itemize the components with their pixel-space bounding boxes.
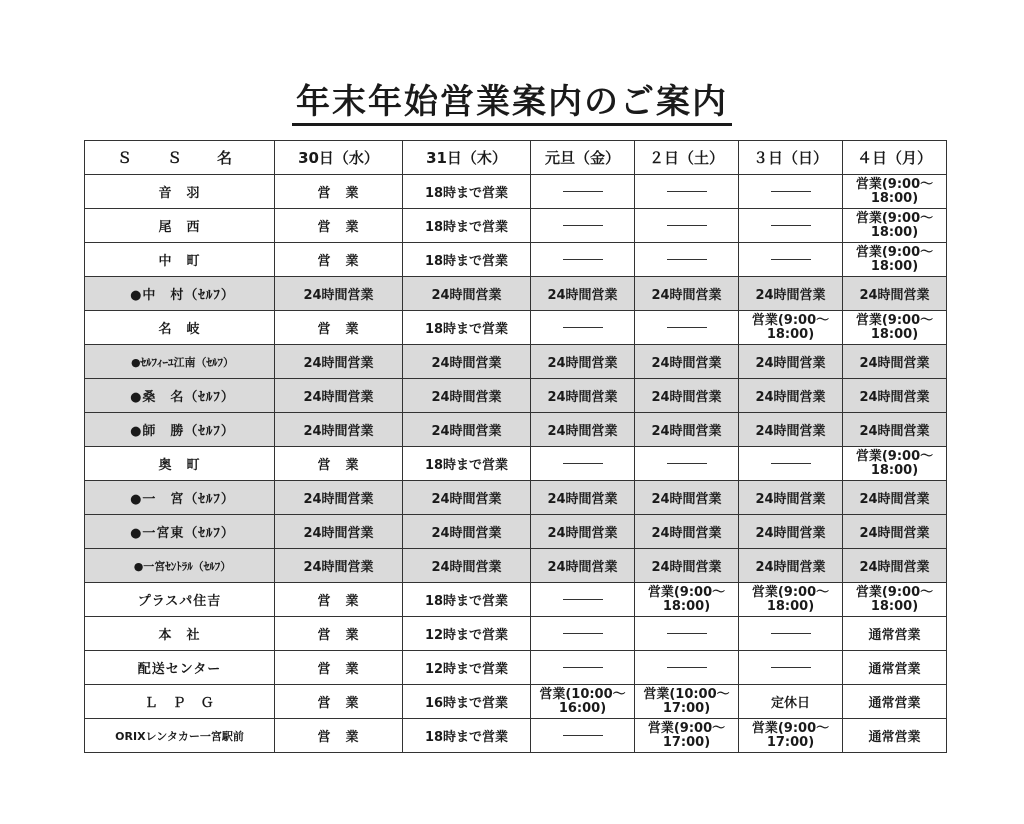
cell-day-3: 24時間営業 [739,515,843,549]
closed-dash [563,225,603,226]
station-name: ●桑 名（ｾﾙﾌ） [85,379,275,413]
cell-day-31: 24時間営業 [403,549,531,583]
station-name: Ｌ Ｐ Ｇ [85,685,275,719]
cell-day-31: 24時間営業 [403,515,531,549]
closed-dash [771,259,811,260]
hours-line: 営業(9:00～ [855,312,934,328]
cell-day-31: 24時間営業 [403,345,531,379]
cell-day-2 [635,651,739,685]
hours-line: 17:00) [662,700,711,716]
cell-day-31: 12時まで営業 [403,617,531,651]
closed-dash [771,225,811,226]
cell-day-2 [635,175,739,209]
station-name: 尾 西 [85,209,275,243]
cell-day-30: 24時間営業 [275,345,403,379]
cell-day-3 [739,243,843,277]
cell-day-4 [843,243,947,277]
cell-day-4: 24時間営業 [843,379,947,413]
cell-day-2 [635,209,739,243]
closed-dash [771,463,811,464]
cell-day-3 [739,209,843,243]
cell-day-30: 営 業 [275,311,403,345]
station-name: プラスパ住吉 [85,583,275,617]
cell-day-4: 通常営業 [843,651,947,685]
cell-day-30: 24時間営業 [275,515,403,549]
cell-day-4: 通常営業 [843,685,947,719]
table-row [85,447,947,481]
cell-day-4: 通常営業 [843,617,947,651]
cell-day-31: 24時間営業 [403,481,531,515]
cell-day-4: 24時間営業 [843,413,947,447]
cell-day-2: 24時間営業 [635,481,739,515]
hours-line: 営業(9:00～ [855,210,934,226]
table-row [85,209,947,243]
cell-day-30: 営 業 [275,209,403,243]
hours-line: 18:00) [662,598,711,614]
hours-line: 18:00) [766,598,815,614]
cell-day-3 [739,583,843,617]
cell-day-3 [739,311,843,345]
table-row [85,277,947,311]
cell-day-30: 営 業 [275,651,403,685]
hours-line: 営業(9:00～ [855,584,934,600]
cell-day-2 [635,311,739,345]
cell-day-30: 営 業 [275,175,403,209]
table-row [85,175,947,209]
hours-line: 営業(9:00～ [855,448,934,464]
cell-day-30: 24時間営業 [275,549,403,583]
station-name: ●一宮ｾﾝﾄﾗﾙ（ｾﾙﾌ） [85,549,275,583]
table-row [85,583,947,617]
table-row [85,651,947,685]
header-day-new-year: 元旦（金） [531,141,635,175]
cell-day-30: 営 業 [275,617,403,651]
closed-dash [771,633,811,634]
header-row [85,141,947,175]
hours-line: 営業(9:00～ [647,584,726,600]
hours-line: 18:00) [870,224,919,240]
cell-day-31: 16時まで営業 [403,685,531,719]
closed-dash [563,259,603,260]
cell-day-2 [635,583,739,617]
cell-day-new-year [531,447,635,481]
header-day-30: 30日（水） [275,141,403,175]
closed-dash [667,225,707,226]
closed-dash [771,191,811,192]
closed-dash [563,327,603,328]
cell-day-new-year: 24時間営業 [531,549,635,583]
cell-day-31: 18時まで営業 [403,209,531,243]
cell-day-4: 24時間営業 [843,277,947,311]
cell-day-30: 営 業 [275,583,403,617]
cell-day-4: 24時間営業 [843,515,947,549]
cell-day-31: 18時まで営業 [403,447,531,481]
cell-day-2: 24時間営業 [635,413,739,447]
cell-day-2: 24時間営業 [635,549,739,583]
closed-dash [563,599,603,600]
cell-day-2: 24時間営業 [635,277,739,311]
header-station-name: Ｓ Ｓ 名 [85,141,275,175]
cell-day-3: 24時間営業 [739,413,843,447]
cell-day-31: 18時まで営業 [403,311,531,345]
cell-day-4 [843,311,947,345]
table-row [85,481,947,515]
header-day-3: ３日（日） [739,141,843,175]
station-name: 音 羽 [85,175,275,209]
hours-line: 18:00) [870,326,919,342]
closed-dash [667,259,707,260]
hours-line: 16:00) [558,700,607,716]
cell-day-3 [739,175,843,209]
cell-day-new-year [531,175,635,209]
hours-line: 17:00) [662,734,711,750]
cell-day-new-year [531,243,635,277]
cell-day-31: 18時まで営業 [403,243,531,277]
cell-day-31: 12時まで営業 [403,651,531,685]
cell-day-new-year [531,583,635,617]
closed-dash [667,633,707,634]
station-name: 名 岐 [85,311,275,345]
cell-day-2: 24時間営業 [635,345,739,379]
table-row [85,515,947,549]
cell-day-2 [635,719,739,753]
station-name: ●一宮東（ｾﾙﾌ） [85,515,275,549]
cell-day-new-year [531,617,635,651]
station-name: 奥 町 [85,447,275,481]
cell-day-31: 18時まで営業 [403,175,531,209]
closed-dash [667,327,707,328]
station-name: 配送センター [85,651,275,685]
cell-day-3 [739,719,843,753]
hours-line: 営業(9:00～ [751,720,830,736]
cell-day-new-year [531,209,635,243]
hours-line: 18:00) [870,190,919,206]
cell-day-30: 営 業 [275,243,403,277]
cell-day-new-year [531,311,635,345]
closed-dash [563,463,603,464]
hours-line: 17:00) [766,734,815,750]
hours-line: 18:00) [870,258,919,274]
station-name: ●一 宮（ｾﾙﾌ） [85,481,275,515]
cell-day-new-year [531,685,635,719]
station-name: ●中 村（ｾﾙﾌ） [85,277,275,311]
closed-dash [563,633,603,634]
station-name: 中 町 [85,243,275,277]
cell-day-4: 24時間営業 [843,549,947,583]
cell-day-3 [739,651,843,685]
cell-day-31: 24時間営業 [403,413,531,447]
header-day-2: ２日（土） [635,141,739,175]
page-title [0,82,1024,126]
cell-day-30: 営 業 [275,685,403,719]
cell-day-30: 営 業 [275,719,403,753]
cell-day-30: 24時間営業 [275,277,403,311]
cell-day-2 [635,685,739,719]
header-day-31: 31日（木） [403,141,531,175]
cell-day-4: 24時間営業 [843,481,947,515]
table-row [85,685,947,719]
cell-day-30: 営 業 [275,447,403,481]
table-row [85,345,947,379]
cell-day-3: 24時間営業 [739,277,843,311]
cell-day-new-year: 24時間営業 [531,277,635,311]
table-row [85,719,947,753]
hours-line: 営業(9:00～ [647,720,726,736]
station-name: ●師 勝（ｾﾙﾌ） [85,413,275,447]
cell-day-30: 24時間営業 [275,481,403,515]
closed-dash [771,667,811,668]
hours-line: 18:00) [870,462,919,478]
closed-dash [563,191,603,192]
cell-day-30: 24時間営業 [275,379,403,413]
hours-line: 営業(9:00～ [751,312,830,328]
closed-dash [667,667,707,668]
cell-day-2 [635,243,739,277]
cell-day-4 [843,583,947,617]
cell-day-31: 18時まで営業 [403,719,531,753]
table-row [85,311,947,345]
table-row [85,617,947,651]
table-row [85,549,947,583]
closed-dash [563,735,603,736]
closed-dash [563,667,603,668]
cell-day-4 [843,447,947,481]
table-row [85,413,947,447]
cell-day-2: 24時間営業 [635,515,739,549]
cell-day-31: 24時間営業 [403,379,531,413]
cell-day-2 [635,447,739,481]
cell-day-new-year: 24時間営業 [531,515,635,549]
cell-day-new-year [531,651,635,685]
cell-day-new-year: 24時間営業 [531,481,635,515]
cell-day-2 [635,617,739,651]
schedule-table [84,140,947,753]
station-name: ORIXレンタカー一宮駅前 [85,719,275,753]
cell-day-4 [843,209,947,243]
station-name: 本 社 [85,617,275,651]
cell-day-2: 24時間営業 [635,379,739,413]
header-day-4: ４日（月） [843,141,947,175]
hours-line: 営業(10:00～ [539,686,626,702]
page-title-text: 年末年始営業案内のご案内 [292,82,732,126]
cell-day-31: 18時まで営業 [403,583,531,617]
hours-line: 18:00) [870,598,919,614]
closed-dash [667,191,707,192]
hours-line: 営業(10:00～ [643,686,730,702]
cell-day-4 [843,175,947,209]
cell-day-4: 通常営業 [843,719,947,753]
cell-day-30: 24時間営業 [275,413,403,447]
cell-day-3: 24時間営業 [739,481,843,515]
table-row [85,379,947,413]
station-name: ●ｾﾙﾌｨｰﾕ江南（ｾﾙﾌ） [85,345,275,379]
cell-day-3: 24時間営業 [739,345,843,379]
table-body [85,175,947,753]
cell-day-new-year: 24時間営業 [531,379,635,413]
hours-line: 営業(9:00～ [855,244,934,260]
cell-day-31: 24時間営業 [403,277,531,311]
cell-day-new-year [531,719,635,753]
cell-day-new-year: 24時間営業 [531,345,635,379]
cell-day-3: 定休日 [739,685,843,719]
cell-day-3: 24時間営業 [739,379,843,413]
cell-day-3: 24時間営業 [739,549,843,583]
hours-line: 18:00) [766,326,815,342]
table-row [85,243,947,277]
table-header [85,141,947,175]
closed-dash [667,463,707,464]
cell-day-3 [739,447,843,481]
hours-line: 営業(9:00～ [751,584,830,600]
hours-line: 営業(9:00～ [855,176,934,192]
cell-day-4: 24時間営業 [843,345,947,379]
cell-day-new-year: 24時間営業 [531,413,635,447]
cell-day-3 [739,617,843,651]
